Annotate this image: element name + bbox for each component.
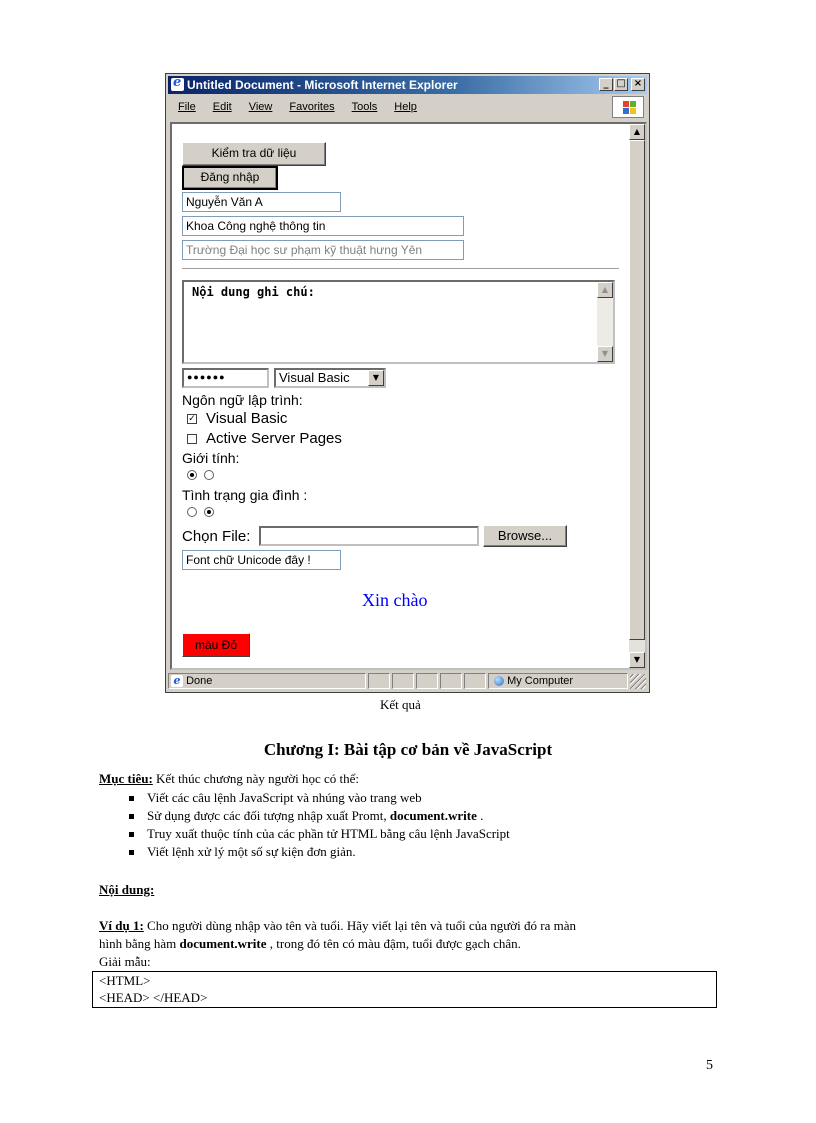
status-pane-4: [440, 673, 462, 689]
notes-scroll-down-icon[interactable]: ▼: [597, 346, 613, 362]
browser-window: [165, 73, 650, 693]
gender-radio-2[interactable]: [204, 470, 214, 480]
example-text: Cho người dùng nhập vào tên và tuổi. Hãy viết lại tên và tuổi của người đó ra màn: [143, 918, 576, 933]
objective-list: [125, 789, 510, 861]
checkbox-asp[interactable]: [187, 434, 197, 444]
code-line: <HEAD> </HEAD>: [99, 990, 208, 1005]
content-label: Nội dung:: [99, 882, 155, 897]
objective-text: Kết thúc chương này người học có thể:: [152, 771, 359, 786]
objective-item-bold: document.write: [389, 808, 477, 823]
language-label: Ngôn ngữ lập trình:: [182, 392, 303, 408]
checkbox-label-asp: Active Server Pages: [206, 430, 342, 447]
menu-tools[interactable]: Tools: [351, 101, 378, 113]
page-viewport: [170, 122, 647, 670]
password-input[interactable]: ●●●●●●: [182, 368, 269, 388]
status-pane-5: [464, 673, 486, 689]
page-number: 5: [706, 1058, 713, 1073]
notes-scroll-up-icon[interactable]: ▲: [597, 282, 613, 298]
menu-file[interactable]: File: [178, 101, 196, 113]
status-text: Done: [186, 675, 213, 687]
ie-logo-icon: [171, 78, 184, 91]
title-bar: [168, 76, 647, 94]
zone-text: My Computer: [507, 675, 574, 687]
name-input[interactable]: Nguyễn Văn A: [182, 192, 341, 212]
horizontal-rule: [182, 268, 619, 270]
figure-caption: Kết quả: [380, 697, 421, 712]
status-pane-2: [392, 673, 414, 689]
file-input[interactable]: [259, 526, 479, 546]
red-color-button[interactable]: màu Đỏ: [182, 633, 250, 657]
scroll-thumb[interactable]: [629, 140, 645, 640]
windows-flag-icon: [612, 96, 644, 118]
gender-radio-1[interactable]: [187, 470, 197, 480]
code-box: [92, 971, 717, 1008]
chapter-title: Chương I: Bài tập cơ bản về JavaScript: [263, 740, 553, 759]
menu-view[interactable]: View: [248, 101, 273, 113]
vertical-scrollbar[interactable]: [629, 124, 645, 668]
scroll-down-icon[interactable]: ▼: [629, 652, 645, 668]
status-pane-3: [416, 673, 438, 689]
gender-label: Giới tính:: [182, 450, 240, 466]
check-data-button[interactable]: Kiểm tra dữ liệu: [182, 142, 326, 166]
file-label: Chọn File:: [182, 528, 251, 545]
school-input[interactable]: Trường Đại học sư phạm kỹ thuật hưng Yên: [182, 240, 464, 260]
checkbox-label-visual-basic: Visual Basic: [206, 410, 288, 427]
close-button[interactable]: ×: [631, 78, 645, 91]
resize-grip-icon[interactable]: [630, 674, 646, 689]
menu-favorites[interactable]: Favorites: [289, 101, 335, 113]
status-pane: [168, 673, 366, 689]
greeting-text: Xin chào: [362, 590, 428, 610]
solution-label: Giải mẫu:: [99, 954, 151, 969]
window-title: Untitled Document - Microsoft Internet Explorer: [187, 78, 458, 92]
code-line: <HTML>: [99, 973, 151, 988]
objective-item: Truy xuất thuộc tính của các phần tử HTML bằng câu lệnh JavaScript: [125, 825, 510, 843]
chevron-down-icon[interactable]: ▼: [368, 370, 384, 386]
scroll-up-icon[interactable]: ▲: [629, 124, 645, 140]
objective-item-text: Sử dụng được các đối tượng nhập xuất Promt,: [147, 808, 390, 823]
menu-edit[interactable]: Edit: [212, 101, 232, 113]
language-select[interactable]: [274, 368, 386, 388]
objective-line: [99, 771, 359, 787]
example-line2-bold: document.write: [179, 936, 267, 951]
login-button[interactable]: Đăng nhập: [182, 166, 278, 190]
menu-bar: [168, 96, 608, 116]
objective-item: Viết lệnh xử lý một số sự kiện đơn giản.: [125, 843, 510, 861]
notes-textarea[interactable]: [182, 280, 615, 364]
menu-help[interactable]: Help: [394, 101, 417, 113]
unicode-input[interactable]: Font chữ Unicode đây !: [182, 550, 341, 570]
notes-text: Nội dung ghi chú:: [192, 285, 315, 299]
minimize-button[interactable]: _: [599, 78, 613, 91]
content-heading: [99, 882, 154, 898]
marital-radio-1[interactable]: [187, 507, 197, 517]
objective-item-tail: .: [476, 808, 484, 823]
page-done-icon: e: [171, 675, 183, 687]
example-line-1: [99, 918, 576, 934]
my-computer-icon: [494, 676, 504, 686]
objective-item: [125, 807, 510, 825]
status-bar: [168, 672, 647, 690]
objective-item: Viết các câu lệnh JavaScript và nhúng vào trang web: [125, 789, 510, 807]
notes-scrollbar[interactable]: [597, 282, 613, 362]
example-line-2: [99, 936, 521, 952]
example-label: Ví dụ 1:: [99, 918, 144, 933]
example-line2-post: , trong đó tên có màu đậm, tuổi được gạch chân.: [266, 936, 521, 951]
browse-button[interactable]: Browse...: [483, 525, 567, 547]
zone-pane: [488, 673, 628, 689]
example-line2-pre: hình bằng hàm: [99, 936, 180, 951]
language-select-value: Visual Basic: [279, 370, 350, 385]
department-input[interactable]: Khoa Công nghệ thông tin: [182, 216, 464, 236]
checkbox-visual-basic[interactable]: ✓: [188, 414, 196, 424]
maximize-button[interactable]: □: [614, 78, 628, 91]
marital-radio-2[interactable]: [204, 507, 214, 517]
objective-label: Mục tiêu:: [99, 771, 153, 786]
status-pane-1: [368, 673, 390, 689]
marital-label: Tình trạng gia đình :: [182, 487, 308, 503]
